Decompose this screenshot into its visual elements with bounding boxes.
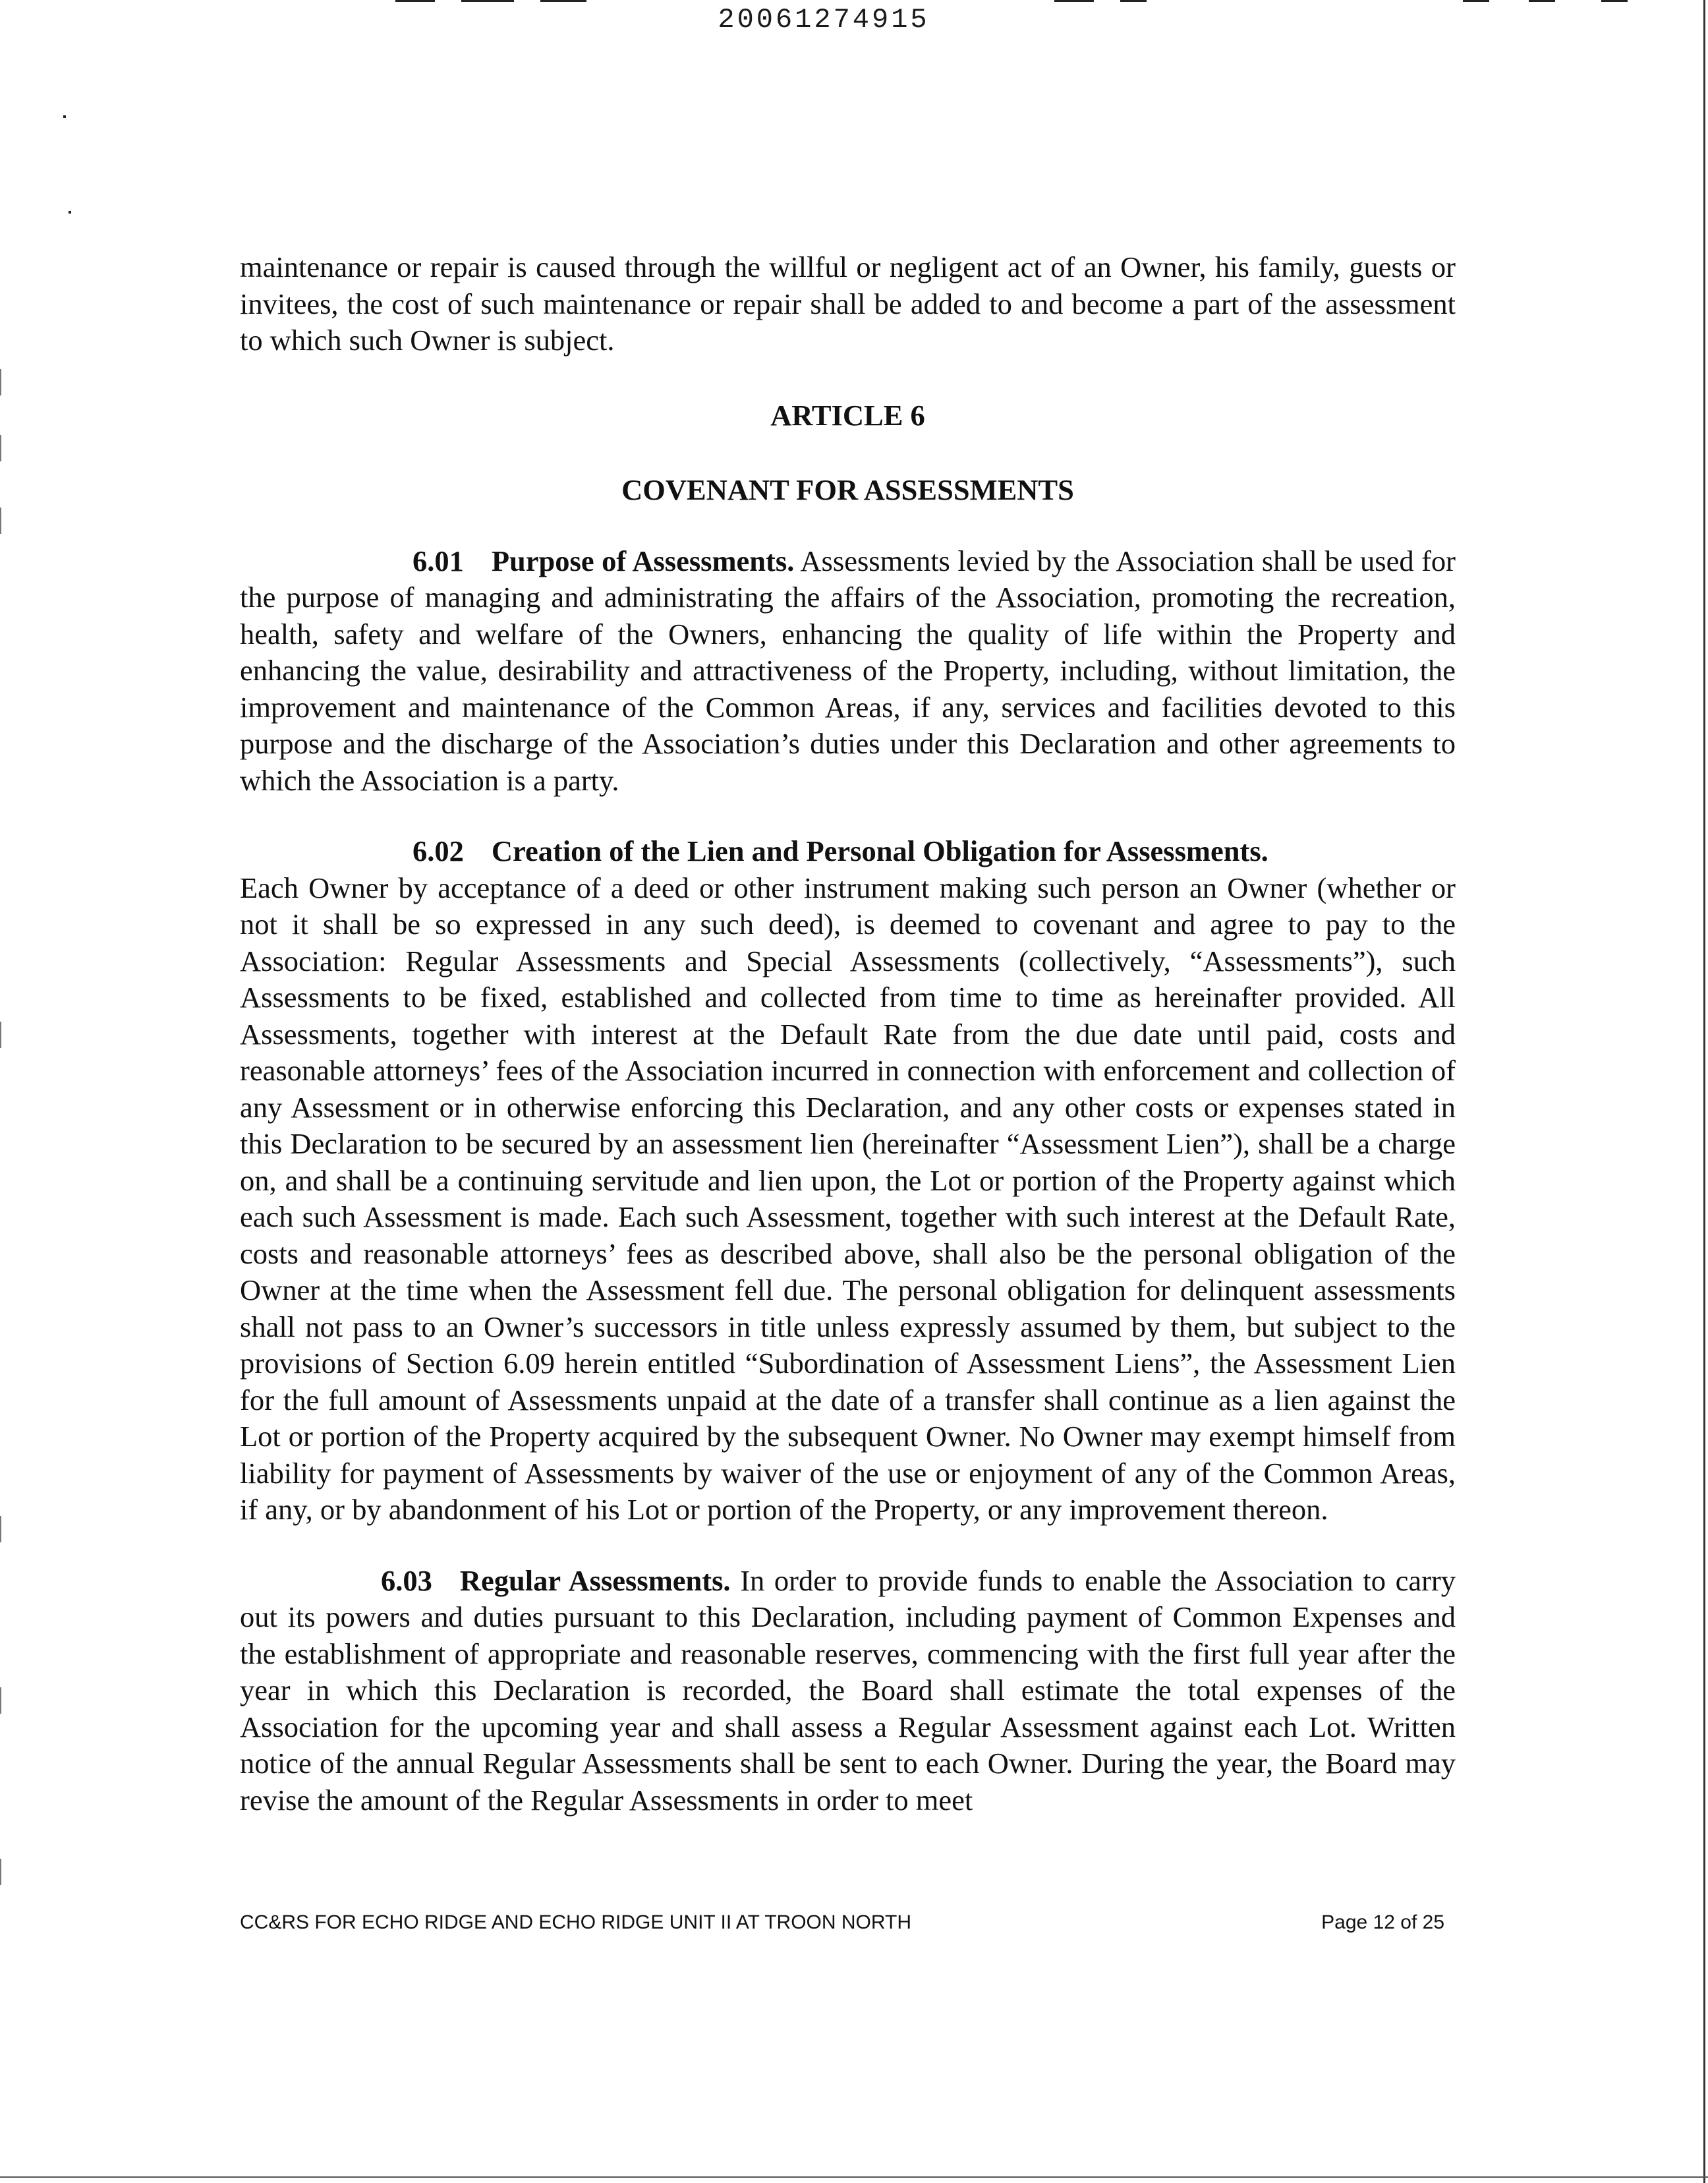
scan-mark	[63, 115, 66, 118]
scan-mark	[69, 211, 71, 214]
section-number: 6.03	[381, 1563, 432, 1597]
section-6-02	[240, 833, 1456, 870]
scan-edge	[0, 1516, 1, 1542]
section-number: 6.01	[413, 544, 464, 577]
section-6-03	[240, 1563, 1456, 1819]
scan-mark	[395, 0, 435, 2]
scan-mark	[1054, 0, 1094, 2]
scan-mark	[1120, 0, 1147, 2]
scan-edge	[0, 2176, 1708, 2178]
page-number: Page 12 of 25	[1321, 1911, 1444, 1933]
document-number: 20061274915	[718, 4, 930, 36]
intro-paragraph: maintenance or repair is caused through the willful or negligent act of an Owner, his family, guests or invitees, the cost of such maintenance or repair shall be added to and become a part of the assessment to which such Owner is subject.	[240, 250, 1456, 357]
section-title: Regular Assessments.	[459, 1563, 731, 1597]
article-number: ARTICLE 6	[770, 398, 925, 432]
section-body: Assessments levied by the Association shall be used for the purpose of managing and administrating the affairs of the Association, promoting the recreation, health, safety and welfare of the Owners, enhancing the quality of life within the Property and enhancing the value, desirability and attractiveness of the Property, including, without limitation, the improvement and maintenance of the Common Areas, if any, services and facilities devoted to this purpose and the discharge of the Association’s duties under this Declaration and other agreements to which the Association is a party.	[240, 544, 1456, 797]
scan-mark	[540, 0, 586, 2]
footer-document-title: CC&RS FOR ECHO RIDGE AND ECHO RIDGE UNIT II AT TROON NORTH	[240, 1911, 912, 1933]
section-number: 6.02	[413, 834, 464, 867]
page-body	[240, 249, 1456, 1819]
scan-mark	[461, 0, 514, 2]
scan-edge	[0, 1687, 1, 1714]
scan-mark	[1601, 0, 1628, 2]
section-title: Creation of the Lien and Personal Obligation for Assessments.	[491, 834, 1268, 867]
scan-mark	[1463, 0, 1489, 2]
article-title: COVENANT FOR ASSESSMENTS	[621, 473, 1074, 506]
scan-edge	[0, 1859, 1, 1885]
section-6-01	[240, 543, 1456, 800]
scan-mark	[1529, 0, 1555, 2]
section-title: Purpose of Assessments.	[491, 544, 795, 577]
section-body: Each Owner by acceptance of a deed or other instrument making such person an Owner (whether or not it shall be so expressed in any such deed), is deemed to covenant and agree to pay to the Association: Regular Assessments and Special Assessments (collectively, “Assessments”), such Assessments to be fixed, established and collected from time to time as hereinafter provided. All Assessments, together with interest at the Default Rate from the due date until paid, costs and reasonable attorneys’ fees of the Association incurred in connection with enforcement and collection of any Assessment or in otherwise enforcing this Declaration, and any other costs or expenses stated in this Declaration to be secured by an assessment lien (hereinafter “Assessment Lien”), shall be a charge on, and shall be a continuing servitude and lien upon, the Lot or portion of the Property against which each such Assessment is made. Each such Assessment, together with such interest at the Default Rate, costs and reasonable attorneys’ fees as described above, shall also be the personal obligation of the Owner at the time when the Assessment fell due. The personal obligation for delinquent assessments shall not pass to an Owner’s successors in title unless expressly assumed by them, but subject to the provisions of Section 6.09 herein entitled “Subordination of Assessment Liens”, the Assessment Lien for the full amount of Assessments unpaid at the date of a transfer shall continue as a lien against the Lot or portion of the Property acquired by the subsequent Owner. No Owner may exempt himself from liability for payment of Assessments by waiver of the use or enjoyment of any of the Common Areas, if any, or by abandonment of his Lot or portion of the Property, or any improvement thereon.	[240, 871, 1456, 1526]
scan-edge	[0, 508, 1, 534]
scan-edge	[0, 435, 1, 461]
scan-edge	[0, 1022, 1, 1048]
section-body: In order to provide funds to enable the Association to carry out its powers and duties pursuant to this Declaration, including payment of Common Expenses and the establishment of appropriate and reasonable reserves, commencing with the first full year after the year in which this Declaration is recorded, the Board shall estimate the total expenses of the Association for the upcoming year and shall assess a Regular Assessment against each Lot. Written notice of the annual Regular Assessments shall be sent to each Owner. During the year, the Board may revise the amount of the Regular Assessments in order to meet	[240, 1563, 1456, 1817]
scan-edge	[0, 369, 1, 395]
scan-edge	[1703, 0, 1705, 2183]
